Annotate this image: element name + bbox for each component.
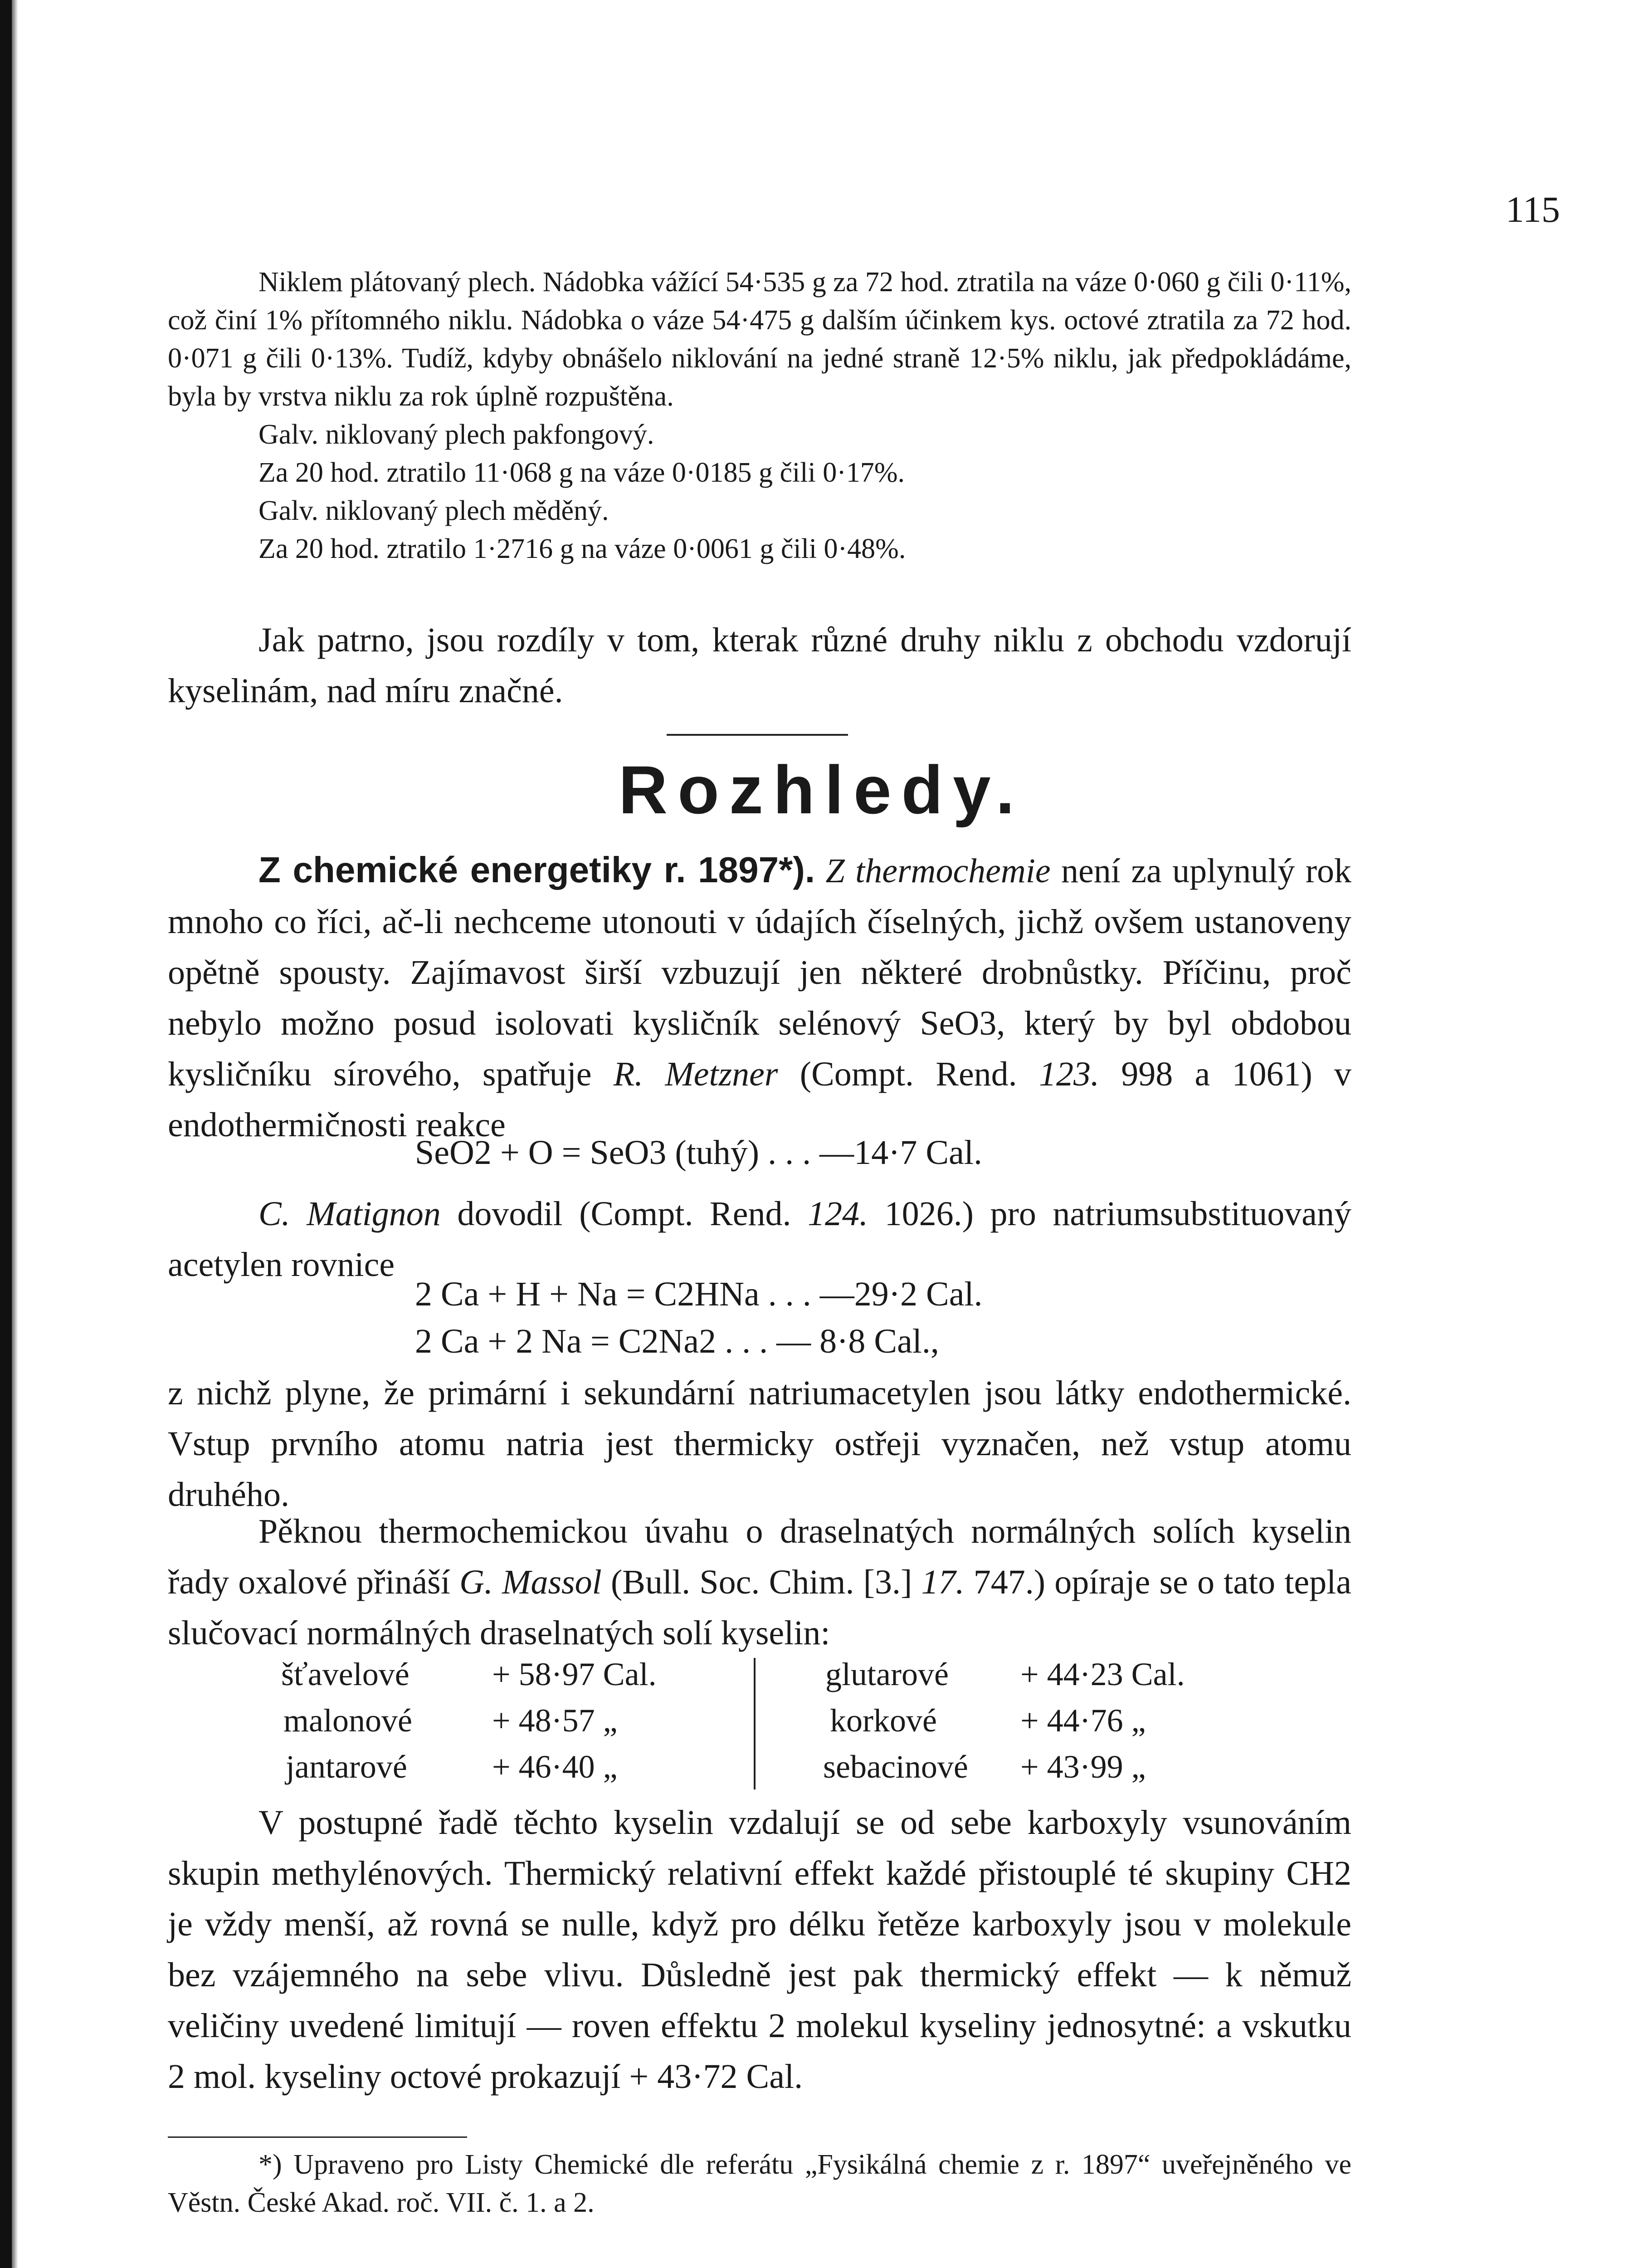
ref-metzner-post: 998 a 1061) v endothermičnosti reakce — [168, 1055, 1352, 1144]
footnote-block — [168, 2146, 1351, 2222]
scan-edge — [0, 0, 12, 2268]
paragraph-4-text-a: Pěknou thermochemickou úvahu o draselnatých normálných solích kyselin řady oxalové přináší — [168, 1512, 1351, 1601]
table-divider — [754, 1658, 756, 1789]
section-divider — [667, 734, 848, 736]
paragraph-4-text-c: 747.) opíraje se o tato tepla slučovací normálných draselnatých solí kyselin: — [168, 1563, 1352, 1652]
conclusion-natrium-block — [168, 1368, 1351, 1520]
equation-1: SeO2 + O = SeO3 (tuhý) . . . —14·7 Cal. — [415, 1134, 982, 1172]
table-cell-value: + 43·99 „ — [1020, 1749, 1146, 1785]
paragraph-1 — [168, 845, 1351, 1150]
table-cell-value: + 48·57 „ — [492, 1702, 618, 1739]
ref-metzner-vol: 123. — [1038, 1055, 1099, 1093]
top-line-4: Galv. niklovaný plech měděný. — [258, 495, 609, 526]
table-cell-value: + 44·23 Cal. — [1020, 1656, 1185, 1692]
table-cell-name: sebacinové — [823, 1749, 968, 1785]
massol-block — [168, 1506, 1351, 1658]
chem-energetics-paragraph — [168, 845, 1351, 1150]
top-line-5: Za 20 hod. ztratilo 1·2716 g na váze 0·0061 g čili 0·48%. — [258, 533, 906, 564]
ref-massol-vol: 17. — [921, 1563, 965, 1601]
table-cell-value: + 44·76 „ — [1020, 1702, 1146, 1739]
footnote: *) Upraveno pro Listy Chemické dle referátu „Fysikálná chemie z r. 1897“ uveřejněného ve Věstn. České Akad. roč. VII. č. 1. a 2. — [168, 2149, 1351, 2218]
paragraph-4-text-b: (Bull. Soc. Chim. [3.] — [610, 1563, 912, 1601]
table-cell-name: korkové — [830, 1702, 937, 1739]
ref-metzner-pre: (Compt. Rend. — [800, 1055, 1017, 1093]
author-massol: G. Massol — [459, 1563, 602, 1601]
author-metzner: R. Metzner — [613, 1055, 778, 1093]
page-number: 115 — [1506, 189, 1560, 230]
table-cell-value: + 58·97 Cal. — [492, 1656, 657, 1692]
paragraph-5: V postupné řadě těchto kyselin vzdalují se od sebe karboxyly vsunováním skupin methylénových. Thermický relativní effekt každé přistouplé té skupiny CH2 je vždy menší, až rovná se nulle, když pro délku řetěze karboxyly jsou v molekule bez vzájemného na sebe vlivu. Důsledně jest pak thermický effekt — k němuž veličiny uvedené limitují — roven effektu 2 molekul kyseliny jednosytné: a vskutku 2 mol. kyseliny octové prokazují + 43·72 Cal. — [168, 1804, 1351, 2096]
table-cell-name: glutarové — [825, 1656, 949, 1692]
top-line-2: Galv. niklovaný plech pakfongový. — [258, 419, 654, 450]
scan-edge-shadow — [12, 0, 18, 2268]
top-para-1: Niklem plátovaný plech. Nádobka vážící 54·535 g za 72 hod. ztratila na váze 0·060 g čili 0·11%, což činí 1% přítomného niklu. Nádobka o váze 54·475 g dalším účinkem kys. octové ztratila za 72 hod. 0·071 g čili 0·13%. Tudíž, kdyby obnášelo niklování na jedné straně 12·5% niklu, jak předpokládáme, byla by vrstva niklu za rok úplně rozpuštěna. — [168, 267, 1351, 412]
conclusion-block — [168, 615, 1351, 716]
footnote-rule — [168, 2136, 467, 2138]
table-cell-value: + 46·40 „ — [492, 1749, 618, 1785]
paragraph-4 — [168, 1506, 1351, 1658]
equation-3: 2 Ca + 2 Na = C2Na2 . . . — 8·8 Cal., — [415, 1322, 939, 1360]
table-cell-name: jantarové — [286, 1749, 407, 1785]
methylene-block — [168, 1797, 1351, 2102]
ref-matignon-vol: 124. — [808, 1195, 868, 1233]
top-line-3: Za 20 hod. ztratilo 11·068 g na váze 0·0185 g čili 0·17%. — [258, 457, 905, 488]
top-block — [168, 263, 1351, 568]
paragraph-2-text-b: 1026.) pro natriumsubstituovaný acetylen rovnice — [168, 1195, 1352, 1284]
subsection-title: Z chemické energetiky r. 1897*). — [258, 850, 815, 890]
paragraph-2-text-a: dovodil (Compt. Rend. — [457, 1195, 791, 1233]
paragraph-3: z nichž plyne, že primární i sekundární natriumacetylen jsou látky endothermické. Vstup prvního atomu natria jest thermicky ostřeji vyznačen, než vstup atomu druhého. — [168, 1374, 1351, 1514]
table-cell-name: šťavelové — [281, 1656, 410, 1692]
equation-2: 2 Ca + H + Na = C2HNa . . . —29·2 Cal. — [415, 1275, 983, 1313]
table-cell-name: malonové — [283, 1702, 412, 1739]
paragraph-1-text: není za uplynulý rok mnoho co říci, ač-li nechceme utonouti v údajích číselných, jichž ovšem ustanoveny opětně spousty. Zajímavost širší vzbuzují jen některé drobnůstky. Příčinu, proč nebylo možno posud isolovati kysličník selénový SeO3, který by byl obdobou kysličníku sírového, spatřuje — [168, 852, 1352, 1093]
topic-term: Z thermochemie — [825, 852, 1051, 890]
conclusion-text: Jak patrno, jsou rozdíly v tom, kterak různé druhy niklu z obchodu vzdorují kyselinám, nad míru značné. — [168, 621, 1351, 710]
author-matignon: C. Matignon — [258, 1195, 441, 1233]
section-title: Rozhledy. — [618, 752, 1025, 828]
